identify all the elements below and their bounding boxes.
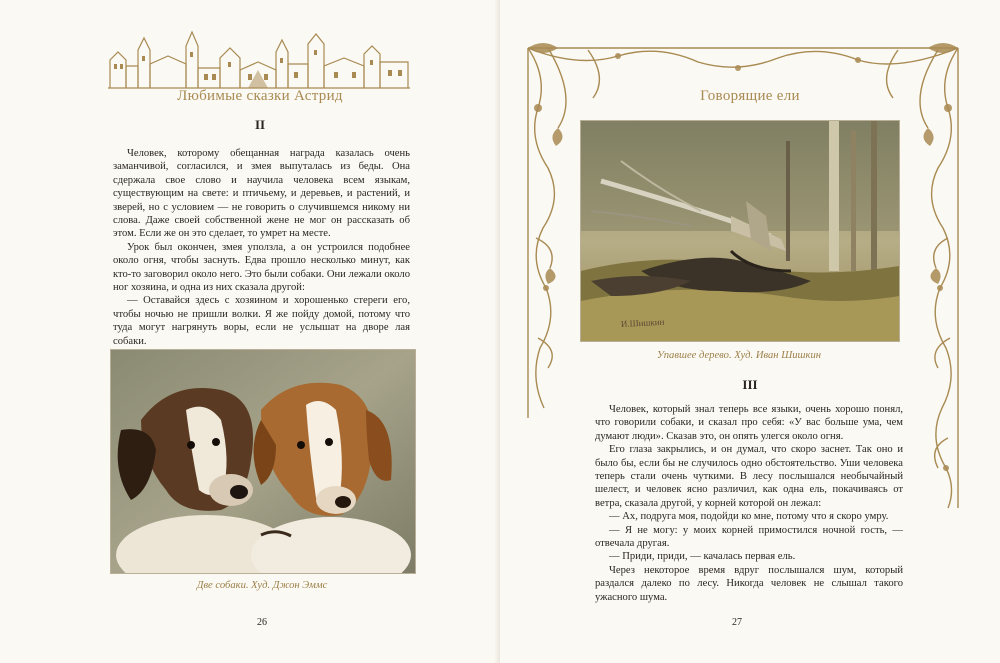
svg-text:И.Шишкин: И.Шишкин <box>620 316 665 329</box>
paragraph: Урок был окончен, змея уползла, а он устроился подобнее около огня, чтобы заснуть. Едва прошло несколько минут, как кто-то заговорил около него. Это были собаки. Они лежали около ног хозяина, и одна из них сказала другой: <box>113 241 410 294</box>
chapter-number: III <box>742 377 758 392</box>
body-text <box>595 403 903 604</box>
chapter-number: II <box>254 117 266 132</box>
paragraph: — Ах, подруга моя, подойди ко мне, потому что я скоро умру. <box>609 511 889 523</box>
painting-two-dogs <box>110 349 416 574</box>
body-text <box>113 147 410 375</box>
page-number: 27 <box>732 617 742 628</box>
painting-fallen-tree <box>580 120 900 342</box>
paragraph: Человек, который знал теперь все языки, очень хорошо понял, что говорили собаки, и сказал про себя: «У вас больше ума, чем думают люди». Сказав это, он опять улегся около огня. <box>595 404 903 442</box>
paragraph: — Приди, приди, — качалась первая ель. <box>609 551 796 563</box>
running-head: Любимые сказки Астрид <box>177 88 343 104</box>
paragraph: Его глаза закрылись, и он думал, что скоро заснет. Так оно и было бы, если бы не случилось одно обстоятельство. Уши человека теперь стали очень чуткими. В лесу послышался необычайный шелест, и человек ясно различил, как одна ель, покачиваясь от ветра, сказала другой, у корней которой он лежал: <box>595 444 903 509</box>
town-skyline-ornament <box>108 30 410 90</box>
paragraph: Человек, которому обещанная награда казалась очень заманчивой, согласился, и змея выпуталась из беды. Она сдержала свое слово и научила человека всем языкам, существующим на свете: и птичьему, и деревьев, и растений, и зверей, но с условием — не говорить о случившемся никому ни слова. Даже своей собственной жене не мог он рассказать об этом. Если же он это сделает, то умрет на месте. <box>113 148 410 240</box>
page-number: 26 <box>257 617 267 628</box>
painting-caption: Две собаки. Худ. Джон Эммс <box>196 580 328 591</box>
right-page <box>500 0 1000 663</box>
running-head: Говорящие ели <box>700 88 800 104</box>
paragraph: Через некоторое время вдруг послышался шум, который раздался далеко по лесу. Никогда человек не слышал такого ужасного шума. <box>595 564 903 603</box>
paragraph: — Оставайся здесь с хозяином и хорошенько стереги его, чтобы ночью не пришли волки. Я же пойду домой, потому что туда могут нагрянуть воры, если не услышат на дворе лая собаки. <box>113 295 410 347</box>
painting-caption: Упавшее дерево. Худ. Иван Шишкин <box>656 350 822 361</box>
paragraph: — Я не могу: у моих корней примостился ночной гость, — отвечала другая. <box>595 524 903 550</box>
